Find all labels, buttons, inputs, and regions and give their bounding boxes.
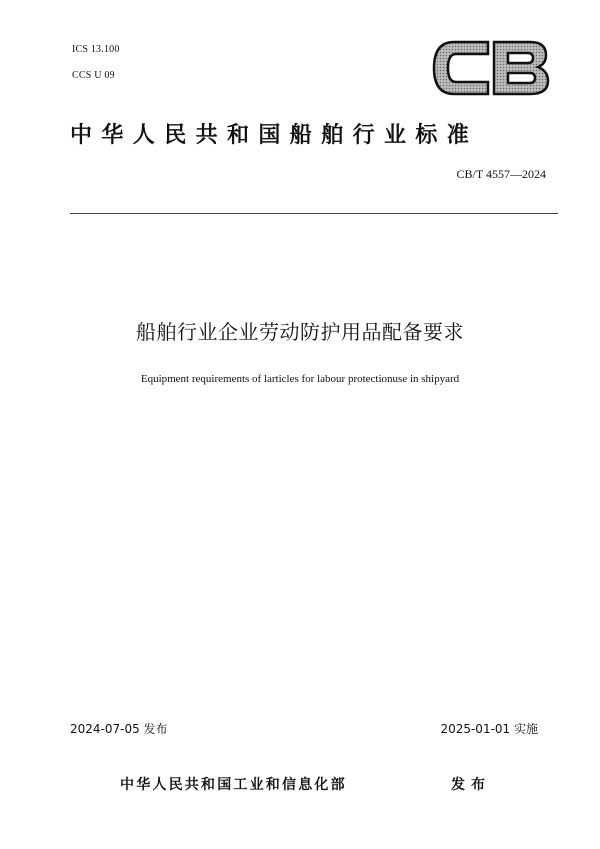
cb-logo xyxy=(430,36,552,100)
standard-type-heading: 中华人民共和国船舶行业标准 xyxy=(70,123,479,148)
document-title-chinese: 船舶行业企业劳动防护用品配备要求 xyxy=(136,320,464,344)
issuing-authority: 中华人民共和国工业和信息化部 xyxy=(120,777,347,793)
document-title-english: Equipment requirements of larticles for labour protectionuse in shipyard xyxy=(140,373,460,385)
issue-label: 发布 xyxy=(451,777,491,793)
standard-number: CB/T 4557—2024 xyxy=(456,167,546,181)
implementation-date: 2025-01-01 实施 xyxy=(440,722,538,736)
issue-date: 2024-07-05 发布 xyxy=(70,722,168,736)
ics-code: ICS 13.100 xyxy=(72,44,120,55)
divider-line xyxy=(70,213,558,214)
ccs-code: CCS U 09 xyxy=(72,70,115,81)
